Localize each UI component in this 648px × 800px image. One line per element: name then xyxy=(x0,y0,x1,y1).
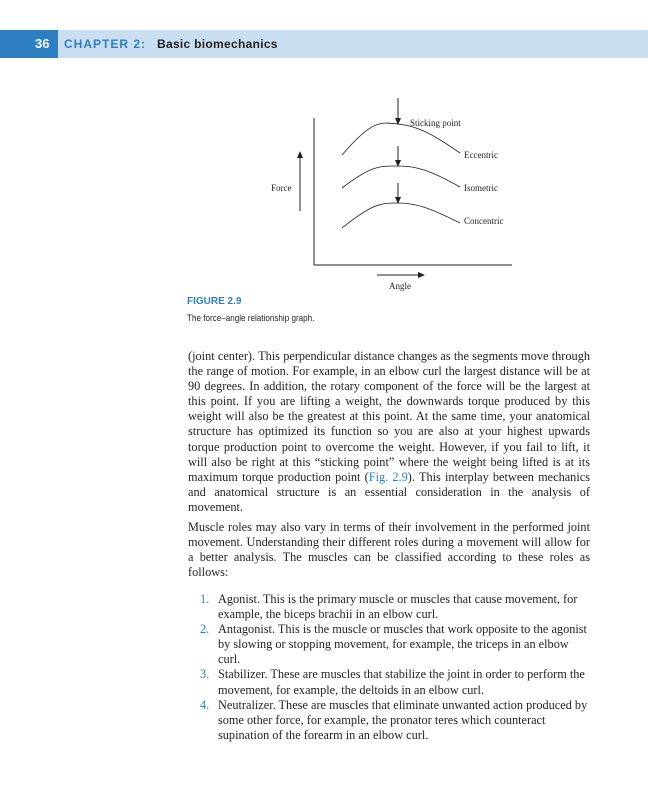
sticking-point-label: Sticking point xyxy=(410,118,461,128)
eccentric-label: Eccentric xyxy=(464,150,498,160)
list-number: 4. xyxy=(200,697,210,712)
list-item xyxy=(188,592,590,622)
figure-label: FIGURE 2.9 xyxy=(187,296,242,307)
list-item xyxy=(188,667,590,697)
list-item xyxy=(188,698,590,743)
body-paragraph-1 xyxy=(188,349,590,515)
para1-text-a: (joint center). This perpendicular distance changes as the segments move through the range of motion. For example, in an elbow curl the largest distance will be at 90 degrees. In addition, the rotary component of the force will be the largest at this point. If you are lifting a weight, the downwards torque produced by this weight will also be the greatest at this point. At the same time, your anatomical structure has optimized its function so you are also at your highest upwards torque production point to overcome the weight. However, if you fail to lift, it will also be right at this “sticking point” where the weight being lifted is at its maximum torque production point ( xyxy=(188,349,590,484)
body-paragraph-2: Muscle roles may also vary in terms of their involvement in the performed joint movement. Understanding their different roles during a movement will allow for a better analysis. The muscles can be classified according to these roles as follows: xyxy=(188,520,590,580)
isometric-label: Isometric xyxy=(464,183,498,193)
chapter-label: CHAPTER 2: xyxy=(64,37,147,51)
force-label: Force xyxy=(271,183,292,193)
para1-text-b: ). This interplay between mechanics and anatomical structure is an essential consideration in the analysis of movement. xyxy=(188,469,590,514)
list-number: 2. xyxy=(200,622,210,637)
figure-reference-link[interactable]: Fig. 2.9 xyxy=(368,469,408,484)
list-number: 3. xyxy=(200,667,210,682)
force-angle-figure xyxy=(0,0,648,300)
concentric-label: Concentric xyxy=(464,216,504,226)
list-number: 1. xyxy=(200,592,210,606)
angle-label: Angle xyxy=(389,281,411,291)
muscle-roles-list xyxy=(188,592,590,743)
page-number: 36 xyxy=(0,30,58,58)
concentric-curve xyxy=(342,203,460,228)
list-item xyxy=(188,622,590,667)
list-text: Stabilizer. These are muscles that stabilize the joint in order to perform the movement, for example, the deltoids in an elbow curl. xyxy=(218,667,585,697)
list-text: Neutralizer. These are muscles that eliminate unwanted action produced by some other force, for example, the pronator teres which counteract supination of the forearm in an elbow curl. xyxy=(218,697,588,742)
list-text: Antagonist. This is the muscle or muscles that work opposite to the agonist by slowing or stopping movement, for example, the triceps in an elbow curl. xyxy=(218,622,587,667)
figure-caption: The force–angle relationship graph. xyxy=(187,313,315,323)
isometric-curve xyxy=(342,166,460,188)
chapter-title: Basic biomechanics xyxy=(157,37,278,51)
list-text: Agonist. This is the primary muscle or muscles that cause movement, for example, the biceps brachii in an elbow curl. xyxy=(218,592,578,622)
